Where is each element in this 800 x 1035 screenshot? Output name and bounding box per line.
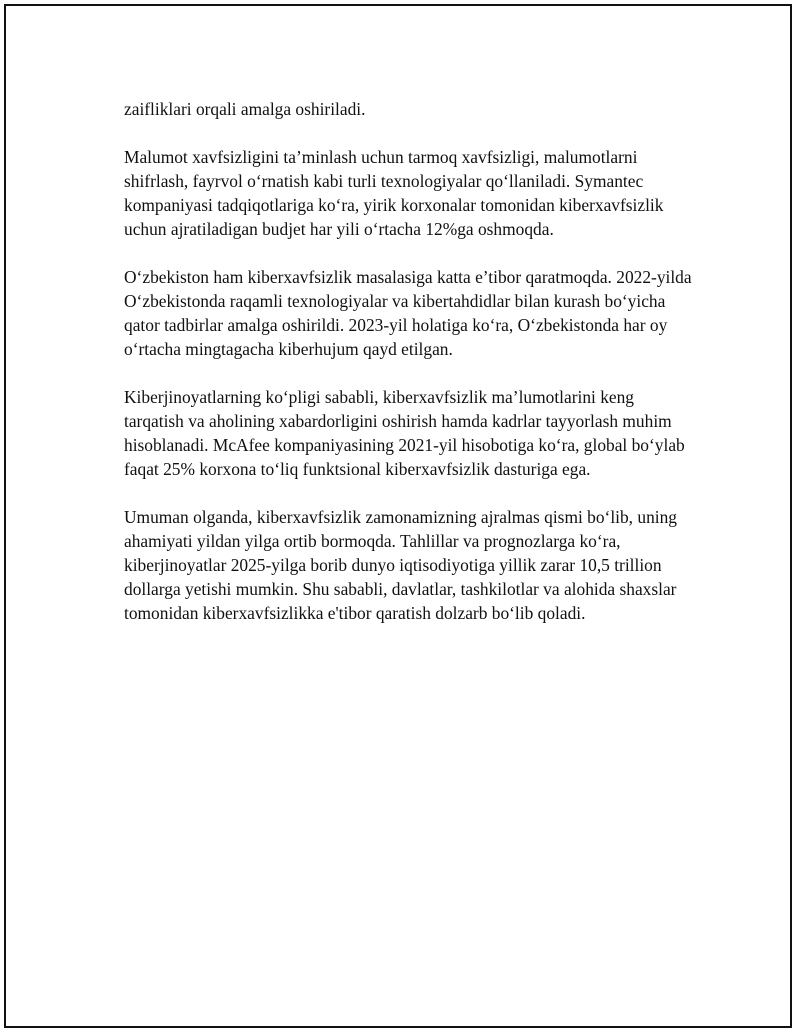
paragraph-continuation: zaifliklari orqali amalga oshiriladi. xyxy=(124,99,366,119)
paragraph-data-security: Malumot xavfsizligini ta’minlash uchun tarmoq xavfsizligi, malumotlarni shifrlash, fayrvol o‘rnatish kabi turli texnologiyalar qo‘llaniladi. Symantec kompaniyasi tadqiqotlariga ko‘ra, yirik korxonalar tomonidan kiberxavfsizlik uchun ajratiladigan budjet har yili o‘rtacha 12%ga oshmoqda. xyxy=(124,147,664,239)
paragraph-conclusion: Umuman olganda, kiberxavfsizlik zamonamizning ajralmas qismi bo‘lib, uning ahamiyati yildan yilga ortib bormoqda. Tahlillar va prognozlarga ko‘ra, kiberjinoyatlar 2025-yilga borib dunyo iqtisodiyotiga yillik zarar 10,5 trillion dollarga yetishi mumkin. Shu sababli, davlatlar, tashkilotlar va alohida shaxslar tomonidan kiberxavfsizlikka e'tibor qaratish dolzarb bo‘lib qoladi. xyxy=(124,507,677,623)
document-page xyxy=(4,4,792,1028)
document-body xyxy=(124,97,698,625)
paragraph-uzbekistan: O‘zbekiston ham kiberxavfsizlik masalasiga katta e’tibor qaratmoqda. 2022-yilda O‘zbekistonda raqamli texnologiyalar va kibertahdidlar bilan kurash bo‘yicha qator tadbirlar amalga oshirildi. 2023-yil holatiga ko‘ra, O‘zbekistonda har oy o‘rtacha mingtagacha kiberhujum qayd etilgan. xyxy=(124,267,692,359)
paragraph-awareness: Kiberjinoyatlarning ko‘pligi sababli, kiberxavfsizlik ma’lumotlarini keng tarqatish va aholining xabardorligini oshirish hamda kadrlar tayyorlash muhim hisoblanadi. McAfee kompaniyasining 2021-yil hisobotiga ko‘ra, global bo‘ylab faqat 25% korxona to‘liq funktsional kiberxavfsizlik dasturiga ega. xyxy=(124,387,685,479)
